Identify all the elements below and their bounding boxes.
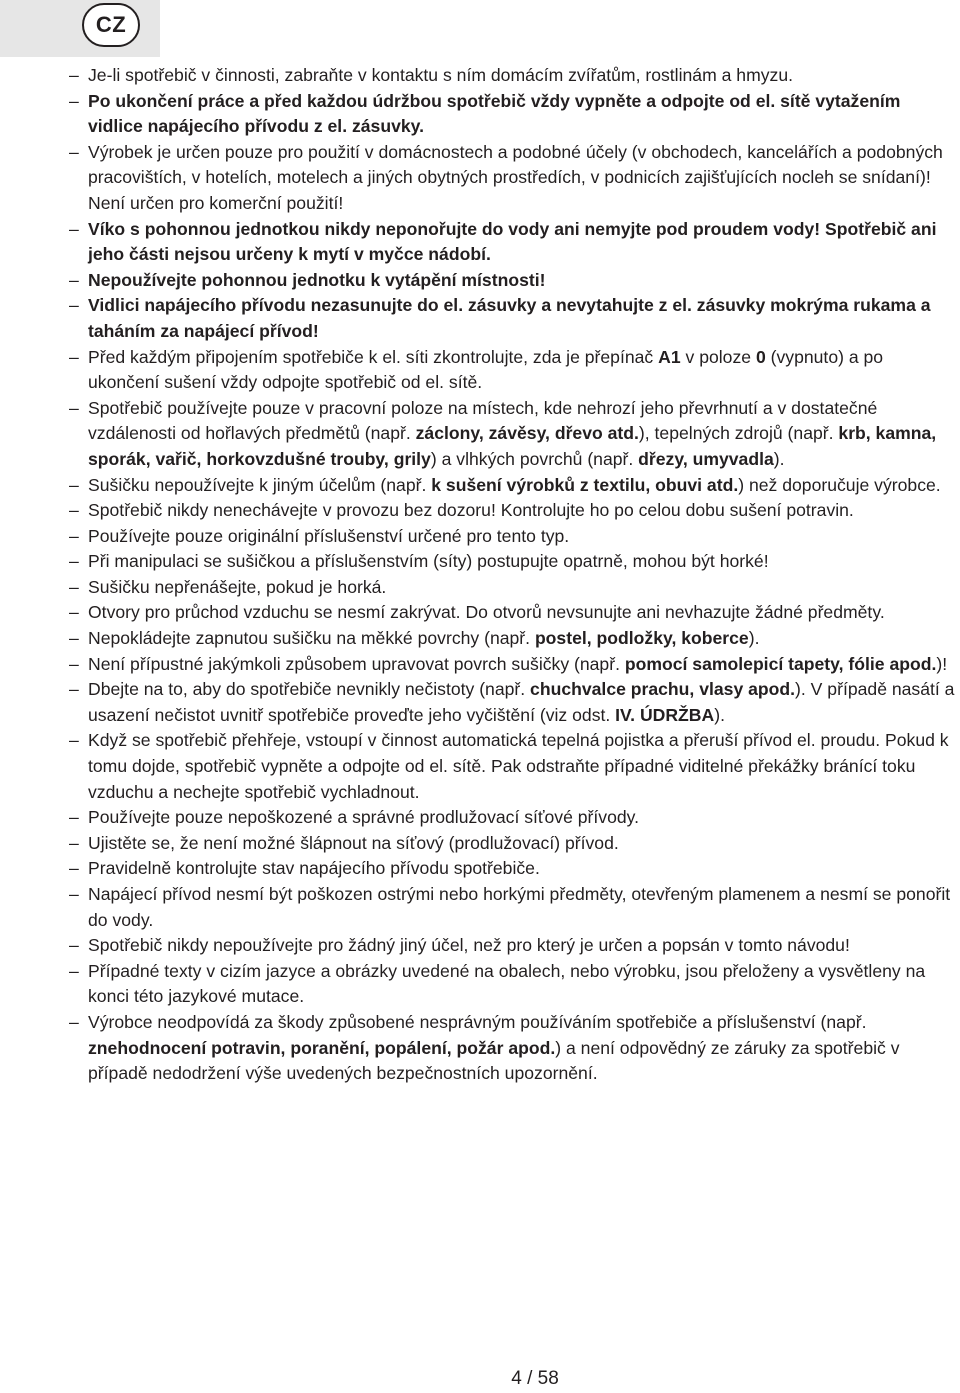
text-run: (vypnuto) a po ukončení sušení vždy odpojte spotřebič od el. sítě.: [88, 346, 884, 393]
list-item: [69, 677, 957, 728]
list-item-text: [88, 295, 931, 341]
bold-text: chuchvalce prachu, vlasy apod.: [530, 679, 796, 700]
text-run: Před každým připojením spotřebiče k el. síti zkontrolujte, zda je přepínač: [88, 346, 659, 367]
list-item: [69, 63, 957, 89]
text-run: ). V případě nasátí a usazení nečistot uvnitř spotřebiče proveďte jeho vyčištění (viz odst.: [88, 679, 955, 725]
dash-bullet: –: [69, 474, 79, 495]
bold-text: krb, kamna, sporák, vařič, horkovzdušné trouby, grily: [88, 423, 937, 469]
text-run: Používejte pouze originální příslušenství určené pro tento typ.: [88, 525, 570, 546]
text-run: ).: [714, 704, 725, 725]
list-item-text: [88, 270, 545, 290]
text-run: ), tepelných zdrojů (např.: [638, 423, 839, 444]
list-item-text: [88, 679, 954, 725]
dash-bullet: –: [69, 397, 79, 418]
list-item: [69, 856, 957, 882]
list-item-text: [88, 219, 936, 265]
list-item: [69, 575, 957, 601]
list-item-text: [88, 935, 850, 955]
bold-text: dřezy, umyvadla: [638, 448, 774, 469]
dash-bullet: –: [69, 628, 79, 649]
list-item: [69, 89, 957, 140]
list-item-text: [88, 577, 386, 597]
list-item: [69, 626, 957, 652]
dash-bullet: –: [69, 141, 79, 162]
text-run: ).: [748, 628, 760, 649]
text-run: Dbejte na to, aby do spotřebiče nevnikly nečistoty (např.: [88, 679, 531, 700]
list-item-text: [88, 807, 639, 827]
bold-text: A1: [658, 346, 681, 367]
list-item-text: [88, 961, 925, 1007]
bold-text: pomocí samolepicí tapety, fólie apod.: [624, 653, 937, 674]
list-item: [69, 293, 957, 344]
dash-bullet: –: [69, 551, 79, 572]
dash-bullet: –: [69, 653, 79, 674]
page-number: 4 / 58: [511, 1368, 559, 1389]
list-item: [69, 345, 957, 396]
list-item-text: [88, 833, 619, 853]
dash-bullet: –: [69, 525, 79, 546]
text-run: )!: [936, 653, 948, 674]
list-item-text: [88, 142, 943, 213]
list-item: [69, 1010, 957, 1087]
text-run: ) a není odpovědný ze záruky za spotřebič v případě nedodržení výše uvedených bezpečnostních upozornění.: [88, 1037, 900, 1084]
list-item-text: [88, 654, 947, 674]
dash-bullet: –: [69, 576, 79, 597]
bold-text: k sušení výrobků z textilu, obuvi atd.: [431, 474, 739, 495]
dash-bullet: –: [69, 218, 79, 239]
dash-bullet: –: [69, 1011, 79, 1032]
text-run: Spotřebič nikdy nepoužívejte pro žádný jiný účel, než pro který je určen a popsán v tomto návodu!: [88, 935, 850, 956]
list-item: [69, 473, 957, 499]
list-item: [69, 396, 957, 473]
list-item: [69, 600, 957, 626]
text-run: ) a vlhkých povrchů (např.: [430, 448, 639, 469]
dash-bullet: –: [69, 295, 79, 316]
text-run: Nepokládejte zapnutou sušičku na měkké povrchy (např.: [88, 628, 535, 649]
text-run: Při manipulaci se sušičkou a příslušenstvím (síty) postupujte opatrně, mohou být horké!: [88, 551, 769, 572]
list-item-text: [88, 884, 950, 930]
list-item-text: [88, 475, 941, 495]
dash-bullet: –: [69, 935, 79, 956]
dash-bullet: –: [69, 90, 79, 111]
bold-text: záclony, závěsy, dřevo atd.: [415, 423, 639, 444]
list-item: [69, 498, 957, 524]
text-run: Napájecí přívod nesmí být poškozen ostrými nebo horkými předměty, otevřeným plamenem a nesmí se ponořit do vody.: [88, 884, 951, 930]
list-item: [69, 524, 957, 550]
dash-bullet: –: [69, 679, 79, 700]
text-run: Sušičku nepoužívejte k jiným účelům (např.: [88, 474, 432, 495]
list-item: [69, 933, 957, 959]
list-item-text: [88, 602, 885, 622]
list-item-text: [88, 1012, 900, 1083]
list-item-text: [88, 628, 759, 648]
text-run: ).: [773, 448, 785, 469]
list-item: [69, 831, 957, 857]
safety-instructions-list: [69, 63, 957, 1087]
list-item: [69, 549, 957, 575]
dash-bullet: –: [69, 884, 79, 904]
text-run: Sušičku nepřenášejte, pokud je horká.: [88, 576, 387, 597]
text-run: Výrobek je určen pouze pro použití v domácnostech a podobné účely (v obchodech, kancelářích a podobných pracovištích, v hotelích, motelech a jiných obytných prostředích, v podnicích zajišťujících nocleh se snídaní)! Není určen pro komerční použití!: [88, 141, 943, 213]
dash-bullet: –: [69, 346, 79, 367]
text-run: Když se spotřebič přehřeje, vstoupí v činnost automatická tepelná pojistka a přeruší přívod el. proudu. Pokud k tomu dojde, spotřebič vypněte a odpojte od el. sítě. Pak odstraňte případné viditelné překážky bránící toku vzduchu a nechejte spotřebič vychladnout.: [88, 730, 949, 802]
text-run: Ujistěte se, že není možné šlápnout na síťový (prodlužovací) přívod.: [88, 832, 619, 853]
list-item-text: [88, 347, 883, 393]
text-run: Je-li spotřebič v činnosti, zabraňte v kontaktu s ním domácím zvířatům, rostlinám a hmyzu.: [88, 65, 793, 85]
dash-bullet: –: [69, 602, 79, 623]
text-run: Spotřebič nikdy nenechávejte v provozu bez dozoru! Kontrolujte ho po celou dobu sušení potravin.: [88, 500, 854, 521]
bold-text: Nepoužívejte pohonnou jednotku k vytápění místnosti!: [88, 269, 546, 290]
text-run: Případné texty v cizím jazyce a obrázky uvedené na obalech, nebo výrobku, jsou přeloženy a vysvětleny na konci této jazykové mutace.: [88, 960, 926, 1007]
list-item: [69, 140, 957, 217]
text-run: Spotřebič používejte pouze v pracovní poloze na místech, kde nehrozí jeho převrhnutí a v dostatečné vzdálenosti od hořlavých předmětů (např.: [88, 397, 878, 444]
dash-bullet: –: [69, 832, 79, 853]
text-run: v poloze: [680, 346, 756, 367]
bold-text: postel, podložky, koberce: [534, 628, 749, 649]
bold-text: Po ukončení práce a před každou údržbou spotřebič vždy vypněte a odpojte od el. sítě vytažením vidlice napájecího přívodu z el. zásuvky.: [88, 90, 901, 137]
language-tab: [0, 0, 160, 57]
bold-text: Víko s pohonnou jednotkou nikdy neponořujte do vody ani nemyjte pod proudem vody! Spotřebič ani jeho části nejsou určeny k mytí v myčce nádobí.: [88, 218, 937, 265]
list-item-text: [88, 398, 936, 469]
list-item-text: [88, 526, 569, 546]
text-run: Používejte pouze nepoškozené a správné prodlužovací síťové přívody.: [88, 807, 640, 828]
text-run: ) než doporučuje výrobce.: [738, 474, 941, 495]
list-item-text: [88, 91, 900, 137]
dash-bullet: –: [69, 269, 79, 290]
bold-text: Vidlici napájecího přívodu nezasunujte do el. zásuvky a nevytahujte z el. zásuvky mokrýma rukama a taháním za napájecí přívod!: [88, 295, 931, 341]
bold-text: znehodnocení potravin, poranění, popálení, požár apod.: [88, 1037, 556, 1058]
text-run: Otvory pro průchod vzduchu se nesmí zakrývat. Do otvorů nevsunujte ani nevhazujte žádné předměty.: [88, 602, 885, 623]
list-item-text: [88, 551, 769, 571]
text-run: Výrobce neodpovídá za škody způsobené nesprávným používáním spotřebiče a příslušenství (např.: [88, 1011, 867, 1032]
list-item: [69, 805, 957, 831]
dash-bullet: –: [69, 730, 79, 751]
list-item: [69, 882, 957, 933]
dash-bullet: –: [69, 858, 79, 879]
dash-bullet: –: [69, 500, 79, 521]
list-item-text: [88, 730, 949, 801]
dash-bullet: –: [69, 960, 79, 981]
list-item-text: [88, 65, 793, 85]
language-badge: CZ: [82, 3, 140, 47]
list-item-text: [88, 858, 540, 878]
list-item: [69, 217, 957, 268]
list-item: [69, 959, 957, 1010]
bold-text: IV. ÚDRŽBA: [615, 704, 715, 725]
dash-bullet: –: [69, 807, 79, 828]
list-item: [69, 268, 957, 294]
list-item: [69, 652, 957, 678]
list-item: [69, 728, 957, 805]
bold-text: 0: [755, 346, 766, 367]
dash-bullet: –: [69, 65, 79, 85]
text-run: Pravidelně kontrolujte stav napájecího přívodu spotřebiče.: [88, 858, 540, 879]
text-run: Není přípustné jakýmkoli způsobem upravovat povrch sušičky (např.: [88, 653, 625, 674]
list-item-text: [88, 500, 854, 520]
